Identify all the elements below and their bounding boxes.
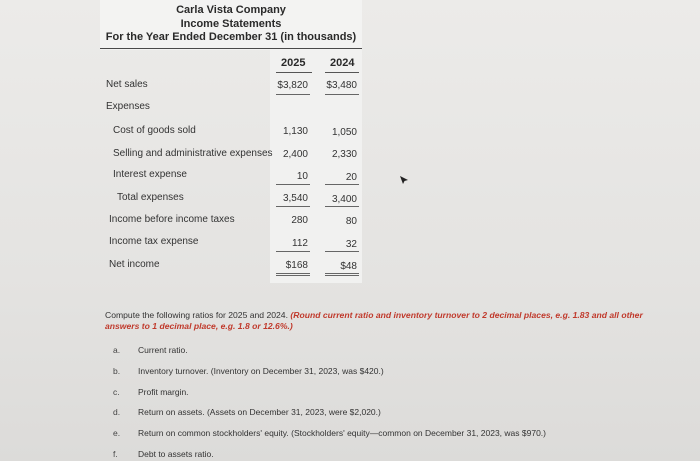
instructions xyxy=(105,310,645,332)
double-underline xyxy=(276,273,310,274)
question-letter: f. xyxy=(113,449,118,459)
value-2025: 3,540 xyxy=(282,193,308,204)
value-2024: $3,480 xyxy=(326,80,357,91)
row-label-income-before-tax: Income before income taxes xyxy=(109,214,235,225)
question-text: Return on assets. (Assets on December 31, 2023, were $2,020.) xyxy=(138,407,381,417)
value-2025: 2,400 xyxy=(282,149,308,160)
underline xyxy=(276,251,310,252)
instructions-main: Compute the following ratios for 2025 and 2024. xyxy=(105,310,288,320)
value-2024: 20 xyxy=(345,172,357,183)
question-text: Return on common stockholders' equity. (Stockholders' equity—common on December 31, 2023, was $970.) xyxy=(138,428,546,438)
statement-title: Income Statements xyxy=(180,17,282,30)
row-label-selling-admin: Selling and administrative expenses xyxy=(113,148,273,159)
row-label-total-expenses: Total expenses xyxy=(117,192,184,203)
question-text: Debt to assets ratio. xyxy=(138,449,214,459)
header-divider xyxy=(100,48,362,49)
company-name: Carla Vista Company xyxy=(176,4,286,16)
value-2025: $168 xyxy=(285,260,308,271)
question-text: Current ratio. xyxy=(138,345,188,355)
underline xyxy=(325,251,359,252)
row-label-net-income: Net income xyxy=(109,259,160,270)
row-label-cogs: Cost of goods sold xyxy=(113,125,196,136)
double-underline xyxy=(276,275,310,276)
value-2024: 80 xyxy=(345,216,357,227)
question-letter: b. xyxy=(113,366,121,376)
value-2024: $48 xyxy=(340,261,357,272)
mouse-pointer-icon xyxy=(399,175,409,185)
instructions-rounding: (Round current ratio and inventory turnover to 2 decimal places, e.g. 1.83 and all other answers to 1 decimal place, e.g. 1.8 or 12.6%.) xyxy=(105,310,643,331)
statement-period: For the Year Ended December 31 (in thousands) xyxy=(105,31,357,43)
underline xyxy=(276,206,310,207)
value-2025: 280 xyxy=(291,215,308,226)
year-underline xyxy=(276,72,312,73)
question-text: Inventory turnover. (Inventory on December 31, 2023, was $420.) xyxy=(138,366,384,376)
value-2025: 10 xyxy=(296,171,308,182)
row-label-income-tax: Income tax expense xyxy=(109,236,199,247)
year-header-2025: 2025 xyxy=(281,57,306,69)
row-label-net-sales: Net sales xyxy=(106,79,148,90)
double-underline xyxy=(325,275,359,276)
question-letter: a. xyxy=(113,345,121,355)
value-2025: $3,820 xyxy=(277,80,308,91)
underline xyxy=(325,184,359,185)
question-letter: e. xyxy=(113,428,121,438)
question-letter: d. xyxy=(113,407,121,417)
underline xyxy=(325,94,359,95)
underline xyxy=(325,206,359,207)
value-2024: 2,330 xyxy=(331,149,357,160)
double-underline xyxy=(325,273,359,274)
underline xyxy=(276,94,310,95)
value-2024: 32 xyxy=(345,239,357,250)
value-2024: 1,050 xyxy=(331,127,357,138)
row-label-interest: Interest expense xyxy=(113,169,187,180)
value-2025: 1,130 xyxy=(282,126,308,137)
row-label-expenses: Expenses xyxy=(106,101,150,112)
statement-header xyxy=(100,0,362,50)
year-header-2024: 2024 xyxy=(330,57,355,69)
value-2024: 3,400 xyxy=(331,194,357,205)
question-letter: c. xyxy=(113,387,120,397)
value-2025: 112 xyxy=(292,238,308,249)
underline xyxy=(276,184,310,185)
year-underline xyxy=(325,72,359,73)
question-text: Profit margin. xyxy=(138,387,189,397)
